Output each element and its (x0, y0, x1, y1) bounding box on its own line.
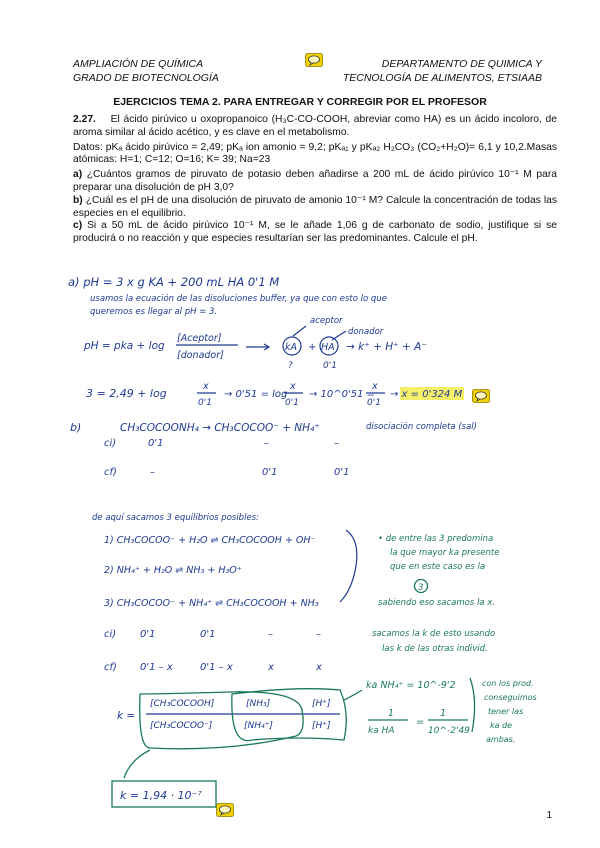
hw-aceptor-arrow (293, 326, 306, 336)
hw-calc-3: → 10^0'51 = (309, 389, 376, 400)
hw-inv-den2: 10^-2'49 (428, 726, 470, 736)
hw-b-eq: CH₃COCOONH₄ → CH₃COCOO⁻ + NH₄⁺ (120, 422, 320, 434)
hw-a-note1: usamos la ecuación de las disoluciones buffer, ya que con esto lo que (90, 294, 387, 304)
hw-k-result: k = 1,94 · 10⁻⁷ (120, 789, 202, 802)
hw-ci2-v1: 0'1 (140, 629, 156, 640)
hw-k-note2: las k de las otras individ. (382, 644, 488, 654)
hw-donador: donador (348, 327, 384, 337)
hw-inv-num: 1 (388, 708, 395, 719)
question-c-text: Si a 50 mL de ácido pirúvico 10⁻¹ M, se le añade 1,06 g de carbonato de sodio, justifique si se producirá o no reacción y que especies resultarían ser las predominantes. Calcule el pH. (73, 220, 557, 245)
problem-number: 2.27. (73, 114, 96, 125)
hw-ci2-v2: 0'1 (200, 629, 216, 640)
hw-calc-2: → 0'51 = log (224, 389, 288, 400)
hw-prod5: ambas. (486, 735, 516, 744)
hw-eq3: 3) CH₃COCOO⁻ + NH₄⁺ ⇌ CH₃COCOOH + NH₃ (104, 598, 319, 609)
hw-side-num: 3 (418, 583, 424, 593)
hw-ci-label: ci) (104, 438, 117, 449)
hw-cf-v1: – (150, 467, 155, 478)
hw-k-den1: [CH₃COCOO⁻] (150, 721, 213, 731)
hw-eq1: 1) CH₃COCOO⁻ + H₂O ⇌ CH₃COCOOH + OH⁻ (104, 535, 316, 546)
hw-cf2-label: cf) (104, 662, 117, 673)
hw-cf2-v4: x (316, 662, 322, 673)
hw-b-note: disociación completa (sal) (366, 422, 477, 432)
hw-question-mark: ? (288, 361, 293, 371)
hw-ci-v1: 0'1 (148, 438, 164, 449)
hw-inv-eq: = (416, 717, 425, 728)
hw-aceptor: aceptor (310, 316, 343, 326)
header-degree: GRADO DE BIOTECNOLOGÍA (73, 72, 219, 84)
hw-side1: • de entre las 3 predomina (378, 534, 494, 544)
question-b-label: b) (73, 194, 83, 206)
hw-calc-result: → x = 0'324 M (390, 389, 463, 400)
hw-calc-1: 3 = 2,49 + log (86, 387, 167, 400)
hw-result-arrow (124, 750, 150, 778)
comment-note-icon-2[interactable] (472, 389, 490, 403)
hw-k-loop-2 (232, 689, 346, 741)
hw-prod-brace (470, 678, 475, 732)
hw-cf-v2: 0'1 (262, 467, 278, 478)
hw-cf2-v2: 0'1 – x (200, 662, 233, 673)
hw-k-num3: [H⁺] (312, 699, 331, 709)
hw-k-num2: [NH₃] (246, 699, 271, 709)
hw-ha: HA (321, 342, 335, 353)
hw-prod4: ka de (490, 721, 513, 730)
hw-inv-num2: 1 (440, 708, 447, 719)
hw-ci2-v3: – (268, 629, 273, 640)
hw-conc-ha: 0'1 (323, 361, 337, 371)
hw-bracket (340, 530, 357, 602)
hw-k-num1: [CH₃COCOOH] (150, 699, 215, 709)
hw-hh-lhs: pH = pka + log (84, 340, 165, 352)
hw-cf-v3: 0'1 (334, 467, 350, 478)
hw-cf-label: cf) (104, 467, 117, 478)
hw-ka: kA (285, 342, 298, 353)
page-number: 1 (546, 810, 552, 821)
hw-side2: la que mayor ka presente (390, 548, 500, 558)
hw-hh-num: [Aceptor] (177, 333, 222, 344)
hw-calc-d2: 0'1 (285, 398, 299, 408)
header-department: DEPARTAMENTO DE QUIMICA Y (381, 58, 542, 70)
hw-k-label: k = (117, 710, 136, 722)
hw-k-den3: [H⁺] (312, 721, 331, 731)
hw-prod2: conseguimos (484, 693, 537, 702)
hw-ci2-label: ci) (104, 629, 117, 640)
header-school: TECNOLOGÍA DE ALIMENTOS, ETSIAAB (342, 72, 542, 84)
hw-side3: que en este caso es la (390, 562, 486, 572)
hw-k-den2: [NH₄⁺] (244, 721, 273, 731)
hw-calc-x3: x (372, 381, 378, 392)
hw-products: → k⁺ + H⁺ + A⁻ (346, 341, 427, 353)
hw-prod3: tener las (488, 707, 524, 716)
header-course: AMPLIACIÓN DE QUÍMICA (73, 58, 204, 70)
hw-hh-den: [donador] (177, 350, 224, 361)
hw-k-connector (344, 690, 362, 700)
hw-a-head: a) pH = 3 x g KA + 200 mL HA 0'1 M (68, 275, 280, 289)
hw-ci-v2: – (264, 438, 269, 449)
hw-cf2-v1: 0'1 – x (140, 662, 173, 673)
hw-eq-intro: de aquí sacamos 3 equilibrios posibles: (92, 513, 259, 523)
hw-plus: + (308, 342, 317, 353)
hw-calc-d3: 0'1 (367, 398, 381, 408)
hw-side4: sabiendo eso sacamos la x. (378, 598, 496, 608)
problem-data: Datos: pKₐ ácido pirúvico = 2,49; pKₐ ion amonio = 9,2; pKₐ₁ y pKₐ₂ H₂CO₃ (CO₂+H₂O)= 6,1 y 10,2.Masas atómicas: H=1; C=12; O=16; K= 39; Na=23 (73, 141, 557, 166)
hw-a-note2: queremos es llegar al pH = 3. (90, 307, 218, 317)
comment-note-icon-3[interactable] (216, 803, 234, 817)
hw-calc-x2: x (290, 381, 296, 392)
question-a-text: ¿Cuántos gramos de piruvato de potasio deben añadirse a 200 mL de ácido pirúvico 10⁻¹ M para preparar una disolución de pH 3,0? (73, 169, 557, 193)
question-c-label: c) (73, 220, 83, 232)
hw-ci2-v4: – (316, 629, 321, 640)
question-a-label: a) (73, 169, 83, 181)
hw-ci-v3: – (334, 438, 339, 449)
hw-calc-x: x (203, 381, 209, 392)
hw-cf2-v3: x (268, 662, 274, 673)
hw-calc-d: 0'1 (198, 398, 212, 408)
hw-eq2: 2) NH₄⁺ + H₂O ⇌ NH₃ + H₃O⁺ (104, 565, 242, 576)
problem-intro-text: El ácido pirúvico u oxopropanoico (H₃C-CO-COOH, abreviar como HA) es un ácido incoloro, de aroma similar al ácido acético, y es clave en el metabolismo. (73, 114, 558, 138)
hw-inv-den: ka HA (368, 726, 395, 736)
hw-prod1: con los prod. (482, 679, 534, 688)
question-b-text: ¿Cuál es el pH de una disolución de piruvato de amonio 10⁻¹ M? Calcule la concentración de todas las especies en el equilibrio. (73, 194, 557, 219)
hw-k-note1: sacamos la k de esto usando (372, 629, 496, 639)
page-title: EJERCICIOS TEMA 2. PARA ENTREGAR Y CORREGIR POR EL PROFESOR (113, 96, 487, 108)
hw-b-label: b) (70, 421, 82, 434)
hw-ka-nh4: ka NH₄⁺ = 10^-9'2 (366, 680, 456, 691)
